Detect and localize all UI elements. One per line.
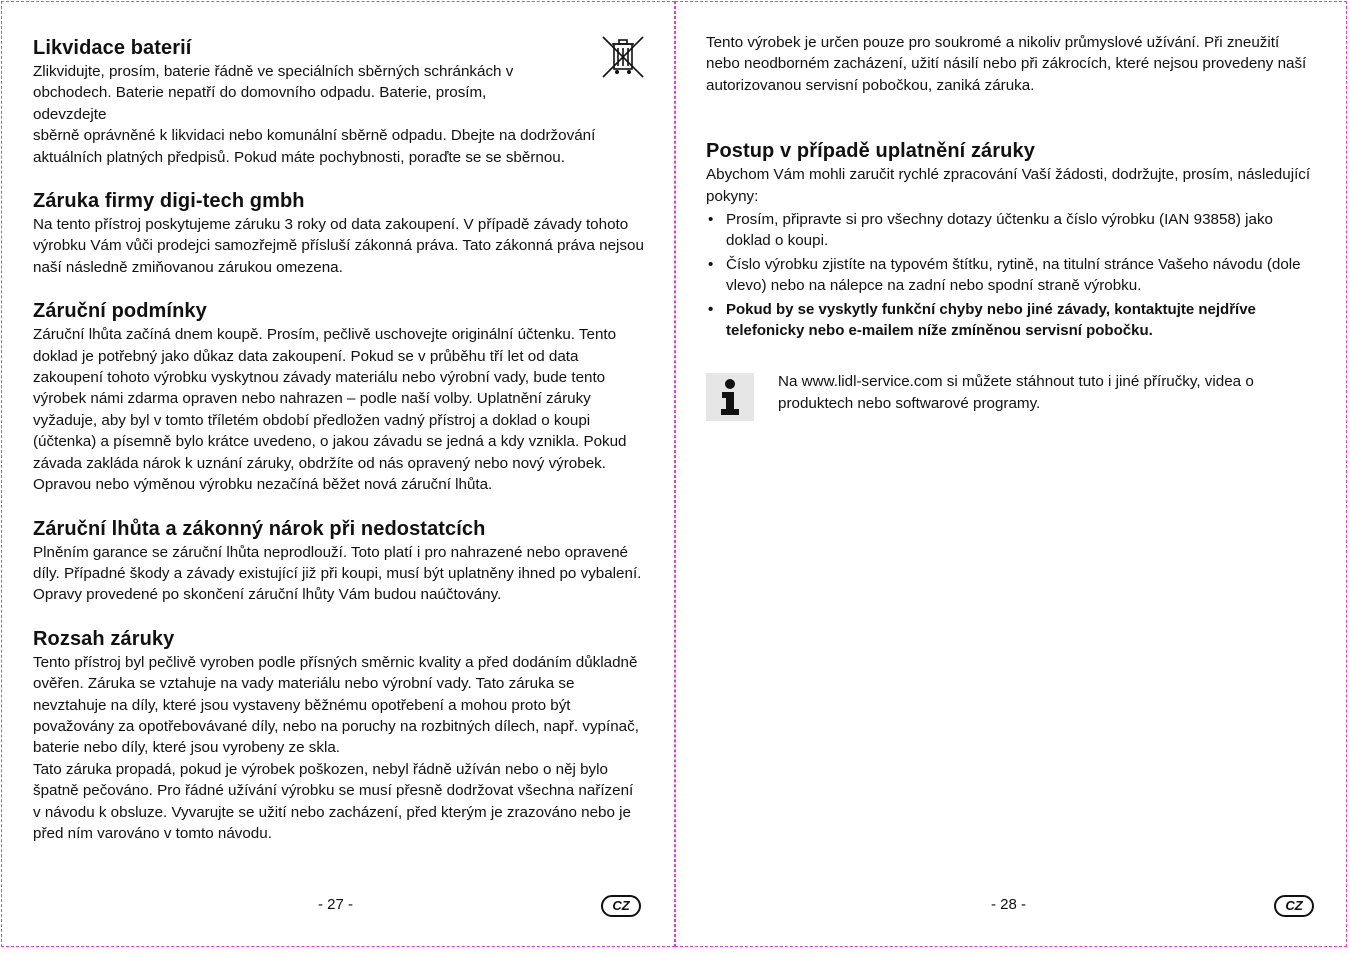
heading-warranty-company: Záruka firmy digi-tech gmbh	[33, 190, 305, 213]
info-note	[706, 371, 1311, 431]
language-badge-right: CZ	[1274, 895, 1314, 917]
list-item	[706, 299, 1311, 342]
heading-warranty-scope: Rozsah záruky	[33, 627, 175, 650]
list-item	[706, 209, 1311, 252]
paragraph-warranty-scope-1: Tento přístroj byl pečlivě vyroben podle přísných směrnic kvality a před dodáním důkladně ověřen. Záruka se vztahuje na vady materiálu nebo výrobní vady. Tato záruka se nevztahuje na díly, které jsou vystaveny běžnému opotřebení a mohou proto být považovány za opotřebovávané díly, nebo na poruchy na rozbitných dílech, např. vypínač, baterie nebo díly, které jsou vyrobeny ze skla.	[33, 653, 639, 757]
crossed-out-bin-icon	[601, 35, 645, 79]
procedure-bullet-list	[706, 209, 1311, 341]
left-page	[1, 1, 675, 947]
language-badge-left: CZ	[601, 895, 641, 917]
section-warranty-conditions	[33, 298, 645, 495]
list-item-text: Pokud by se vyskytly funkční chyby nebo jiné závady, kontaktujte nejdříve telefonicky nebo e-mailem níže zmíněnou servisní pobočku.	[726, 300, 1256, 340]
list-item-text: Číslo výrobku zjistíte na typovém štítku, rytině, na titulní stránce Vašeho návodu (dole vlevo) nebo na nálepce na zadní nebo spodní straně výrobku.	[726, 255, 1301, 295]
heading-warranty-period: Záruční lhůta a zákonný nárok při nedostatcích	[33, 517, 486, 540]
page-number-left: - 27 -	[318, 896, 354, 913]
section-warranty-procedure	[706, 138, 1311, 341]
info-text: Na www.lidl-service.com si můžete stáhnout tuto i jiné příručky, videa o produktech nebo softwarové programy.	[778, 373, 1254, 412]
page-number-right: - 28 -	[991, 896, 1027, 913]
right-page-content	[706, 32, 1311, 431]
left-page-content	[33, 35, 645, 864]
paragraph-warranty-conditions: Záruční lhůta začíná dnem koupě. Prosím, pečlivě uschovejte originální účtenku. Tento doklad je potřebný jako důkaz data zakoupení. Pokud se v průběhu tří let od data zakoupení tohoto výrobku vyskytnou závady materiálu nebo výrobní vady, bude tento výrobek námi zdarma opraven nebo nahrazen – podle naší volby. Uplatnění záruky vyžaduje, aby byl v tomto tříletém období předložen vadný přístroj a doklad o koupi (účtenka) a písemně bylo krátce uvedeno, o jakou závadu se jedná a kdy vznikla. Pokud závada zakláda nárok k uznání záruky, obdržíte od nás opravený nebo nový výrobek. Opravou nebo výměnou výrobku nezačíná běžet nová záruční lhůta.	[33, 326, 627, 494]
list-item	[706, 254, 1311, 297]
paragraph-private-use: Tento výrobek je určen pouze pro soukromé a nikoliv průmyslové užívání. Při zneužití nebo neodborném zacházení, užití násilí nebo při zákrocích, které nejsou provedeny naší autorizovanou servisní pobočkou, zaniká záruka.	[706, 34, 1307, 94]
list-item-text: Prosím, připravte si pro všechny dotazy účtenku a číslo výrobku (IAN 93858) jako doklad o koupi.	[726, 211, 1273, 250]
bullet-symbol: •	[708, 211, 714, 229]
paragraph-warranty-period: Plněním garance se záruční lhůta neprodlouží. Toto platí i pro nahrazené nebo opravené díly. Případné škody a závady existující již při koupi, musí být uplatněny ihned po vybalení. Opravy provedené po skončení záruční lhůty Vám budou naúčtovány.	[33, 543, 642, 604]
paragraph-battery-disposal-1: Zlikvidujte, prosím, baterie řádně ve speciálních sběrných schránkách v obchodech. Baterie nepatří do domovního odpadu. Baterie, prosím, odevzdejte	[33, 63, 514, 123]
paragraph-warranty-procedure: Abychom Vám mohli zaručit rychlé zpracování Vaší žádosti, dodržujte, prosím, následující pokyny:	[706, 166, 1311, 205]
info-icon	[706, 373, 754, 421]
section-battery-disposal	[33, 35, 645, 168]
bullet-symbol: •	[708, 300, 714, 318]
section-warranty-company	[33, 188, 645, 278]
paragraph-warranty-scope-2: Tato záruka propadá, pokud je výrobek poškozen, nebyl řádně užíván nebo o něj bylo špatně pečováno. Pro řádné užívání výrobku se musí přesně dodržovat všechna nařízení v návodu k obsluze. Vyvarujte se užití nebo zacházení, před kterým je zrazováno nebo je před ním varováno v tomto návodu.	[33, 760, 634, 842]
right-page	[675, 1, 1347, 947]
heading-battery-disposal: Likvidace baterií	[33, 37, 192, 59]
bullet-symbol: •	[708, 255, 714, 273]
heading-warranty-conditions: Záruční podmínky	[33, 300, 207, 323]
section-warranty-scope	[33, 626, 645, 845]
heading-warranty-procedure: Postup v případě uplatnění záruky	[706, 140, 1035, 163]
paragraph-warranty-company: Na tento přístroj poskytujeme záruku 3 roky od data zakoupení. V případě závady tohoto výrobku Vám vůči prodejci samozřejmě přísluší zákonná práva. Tato zákonná práva nejsou naší následně zmiňovanou zárukou omezena.	[33, 216, 644, 276]
paragraph-battery-disposal-2: sběrně oprávněné k likvidaci nebo komunální sběrně odpadu. Dbejte na dodržování aktuálních platných předpisů. Pokud máte pochybnosti, poraďte se se sběrnou.	[33, 127, 596, 166]
section-warranty-period	[33, 516, 645, 606]
